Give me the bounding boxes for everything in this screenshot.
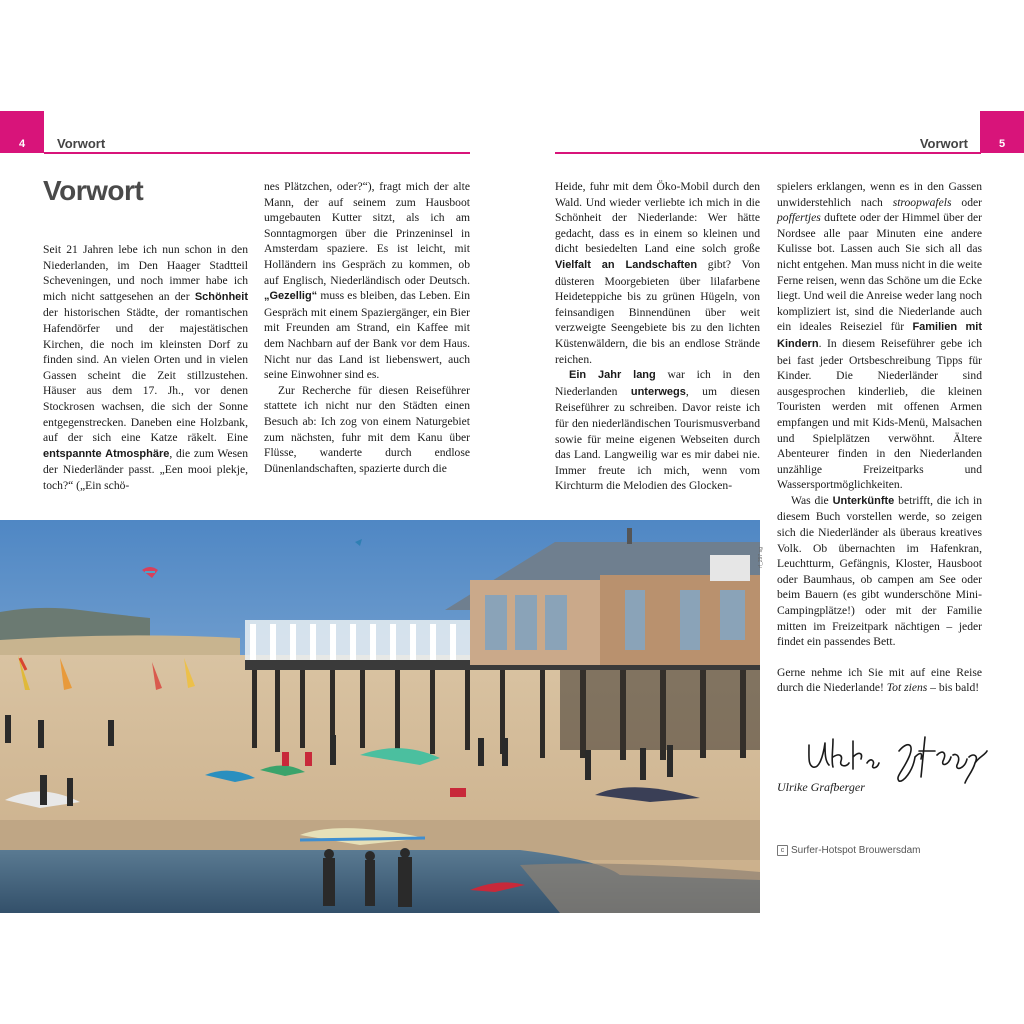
page-number-right: [980, 111, 1024, 153]
photo-caption: [777, 845, 921, 856]
paragraph: [555, 367, 760, 494]
running-head-right: Vorwort: [919, 136, 968, 151]
text-run: unterwegs: [630, 385, 686, 398]
paragraph: [43, 242, 248, 494]
paragraph: [777, 493, 982, 650]
page-number-text: 4: [18, 138, 26, 150]
text-run: Tot ziens: [886, 681, 928, 695]
text-run: entspannte Atmosphäre: [43, 447, 170, 460]
text-run: Ein Jahr lang: [569, 369, 656, 382]
signature-name: Ulrike Grafberger: [777, 780, 865, 794]
text-run: der historischen Städte, der romantischen Hafendörfer und der majestätischen Kirchen, die noch im kleinsten Dorf zu finden sind. An vielen Orten und in vielen Gassen scheint die Zeit stillzustehen. Häuser aus dem 17. Jh., vor denen Stockrosen wachsen, die sich der Sonne entgegenstrecken. Daneben eine Holzbank, auf der sich eine Katze räkelt. Eine: [43, 306, 248, 445]
page-number-left: [0, 111, 44, 153]
text-run: , die zum Wesen der Niederländer passt. „Een mooi plekje, toch?“ („Ein schö-: [43, 446, 248, 492]
text-column-3: [555, 179, 760, 494]
text-run: Heide, fuhr mit dem Öko-Mobil durch den Wald. Und wieder verliebte ich mich in die Schönheit der Niederlande: Wer hätte gedacht, dass es in einem so kleinen und dicht besiedelten Land eine solch große: [555, 180, 760, 256]
page-title: Vorwort: [43, 175, 144, 206]
text-run: spielers erklangen, wenn es in den Gassen unwiderstehlich nach: [777, 180, 982, 209]
text-column-1: [43, 242, 248, 494]
beach-photo-illustration: [0, 520, 760, 913]
text-run: Gerne nehme ich Sie mit auf eine Reise durch die Niederlande!: [777, 665, 982, 695]
text-run: Unterkünfte: [832, 494, 895, 507]
text-run: Schönheit: [194, 290, 248, 303]
paragraph: [264, 179, 470, 383]
text-run: duftete oder der Himmel über der Nordsee alle paar Minuten eine andere Kulisse bot. Lassen auch Sie sich all das nicht entgehen. Man muss nicht in die weite Ferne reisen, wenn das Schöne um die Ecke liegt. Und weil die Anreise weder lang noch kompliziert ist, sind die Niederlande auch ein ideales Reiseziel für: [777, 211, 982, 334]
text-run: betrifft, die ich in diesem Buch vorstellen werde, so zeigen sich die Niederländer als überaus kreatives Volk. Ob übernachten im Hafenkran, Leuchtturm, Gefängnis, Kloster, Hausboot oder Baumhaus, ob campen am See oder beim Bauern (es gibt wunderschöne Mini-Campingplätze!) oder mit der Familie mitten im Freizeitpark nächtigen – jeder findet ein passendes Bett.: [777, 493, 982, 649]
text-run: Familien mit Kindern: [777, 321, 982, 350]
beach-photo: [0, 520, 760, 913]
text-run: , um diesen Reiseführer zu schreiben. Davor reiste ich für den niederländischen Tourismusverband sowie für meine eigenen Webseiten durch das Land. Langweilig war es mir dabei nie. Immer freute ich mich, wenn vom Kirchturm die Melodien des Glocken-: [555, 384, 760, 493]
text-run: war ich in den Niederlanden: [555, 368, 760, 398]
header-rule-right: [555, 152, 981, 154]
text-run: „Gezellig“: [264, 290, 318, 303]
text-run: Seit 21 Jahren lebe ich nun schon in den Niederlanden, im Den Haager Stadtteil Scheveningen, und noch immer habe ich mich nicht sattgesehen an der: [43, 243, 248, 303]
page-number-text: 5: [998, 138, 1006, 150]
text-run: gibt? Von düsteren Moorgebieten über lilafarbene Heideteppiche bis zu grünen Hügeln, von feinsandigen Binnendünen über weit verzweigte Seengebiete bis zu den lichten Küstenwäldern, die bis an endlose Strände reichen.: [555, 257, 760, 366]
text-run: – bis bald!: [927, 681, 980, 695]
arrow-left-icon: c: [777, 845, 788, 856]
text-run: Was die: [791, 493, 833, 507]
text-run: oder: [951, 195, 983, 209]
paragraph: [777, 179, 982, 493]
text-run: muss es bleiben, das Leben. Ein Gespräch mit einem Spaziergänger, ein Bier mit Freunden am Strand, ein Kaffee mit dem Nachbarn auf der Bank vor dem Haus. Nicht nur das Land ist liebenswert, auch seine Einwohner sind es.: [264, 289, 470, 382]
header-rule-left: [44, 152, 470, 154]
text-column-4: [777, 179, 982, 696]
text-run: nes Plätzchen, oder?“), fragt mich der alte Mann, der auf seinem zum Hausboot umgebauten Kutter sitzt, als ich am Sonntagmorgen über die Prinzeninsel in Amsterdam spaziere. Es ist leicht, mit Holländern ins Gespräch zu kommen, ob auf Englisch, Niederländisch oder Deutsch.: [264, 180, 470, 287]
text-run: Zur Recherche für diesen Reiseführer stattete ich nicht nur den Städten einen Besuch ab: Ich zog von einem Naturgebiet zum nächsten, fuhr mit dem Kanu über Flüsse, wanderte durch endlose Dünenlandschaften, spazierte durch die: [264, 383, 470, 475]
handwritten-signature: [803, 727, 993, 787]
paragraph: [264, 383, 470, 477]
photo-credit: rf_297 sg: [758, 547, 764, 568]
caption-text: Surfer-Hotspot Brouwersdam: [791, 845, 921, 856]
running-head-left: Vorwort: [57, 136, 106, 151]
paragraph: [777, 665, 982, 696]
text-run: . In diesem Reiseführer gebe ich bei fast jeder Ortsbeschreibung Tipps für Kinder. Die Niederländer sind ausgesprochen kinderlieb, die kleinen Touristen werden mit offenen Armen empfangen und mit Kids-Menü, Malsachen und Spielplätzen verwöhnt. Ältere Abenteurer finden in den Niederlanden unzählige Freizeitparks und Wassersportmöglichkeiten.: [777, 336, 982, 492]
text-column-2: [264, 179, 470, 476]
text-run: Vielfalt an Landschaften: [555, 258, 698, 271]
text-run: stroopwafels: [892, 195, 952, 209]
text-run: poffertjes: [777, 211, 821, 225]
paragraph: [555, 179, 760, 367]
